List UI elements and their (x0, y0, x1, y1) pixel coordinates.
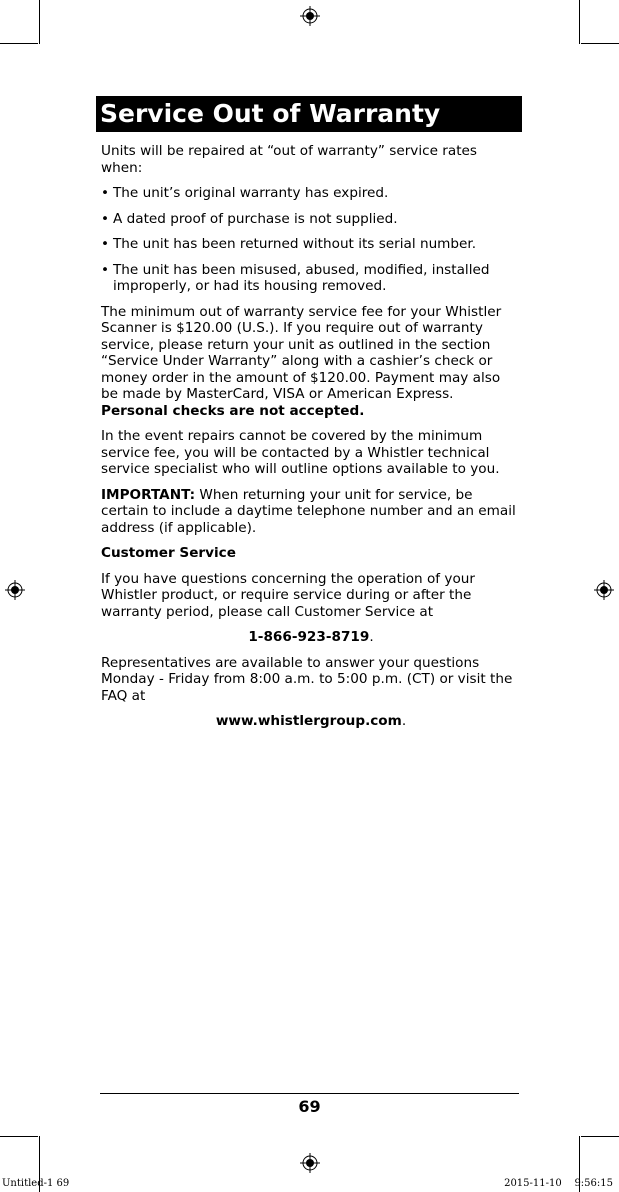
website-link[interactable]: www.whistlergroup.com (215, 713, 402, 729)
slug-left: Untitled-1 69 (2, 1178, 70, 1189)
bullet-icon: • (101, 236, 110, 252)
phone-line (101, 629, 521, 646)
bullet-icon: • (101, 185, 110, 201)
important-text: When returning your unit for service, be certain to include a daytime telephone number and an email address (if applicable). (101, 486, 516, 536)
list-item (101, 262, 521, 295)
crop-mark (581, 1136, 619, 1137)
customer-service-paragraph: If you have questions concerning the operation of your Whistler product, or require service during or after the warranty period, please call Customer Service at (101, 570, 475, 620)
fee-paragraph (101, 304, 521, 420)
list-item (101, 236, 521, 253)
list-item-text: The unit has been misused, abused, modified, installed improperly, or had its housing removed. (113, 261, 490, 294)
intro-paragraph: Units will be repaired at “out of warranty” service rates when: (101, 143, 477, 176)
list-item (101, 211, 521, 228)
body-content (101, 143, 521, 739)
fee-bold-notice: Personal checks are not accepted. (101, 402, 365, 419)
fee-text: The minimum out of warranty service fee for your Whistler Scanner is $120.00 (U.S.). If you require out of warranty service, please return your unit as outlined in the section “Service Under Warranty” along with a cashier’s check or money order in the amount of $120.00. Payment may also be made by MasterCard, VISA or American Express. (101, 303, 502, 402)
website-suffix: . (401, 713, 407, 729)
bullet-icon: • (101, 210, 110, 227)
crop-mark (581, 43, 619, 44)
crop-mark (0, 1136, 38, 1137)
important-label: IMPORTANT: (101, 486, 196, 503)
registration-mark-icon (300, 6, 320, 26)
list-item (101, 185, 521, 202)
title-bar (96, 96, 522, 132)
page-title: Service Out of Warranty (100, 99, 441, 128)
list-item-text: The unit’s original warranty has expired. (113, 185, 389, 201)
representatives-paragraph: Representatives are available to answer your questions Monday - Friday from 8:00 a.m. to 5:00 p.m. (CT) or visit the FAQ at (101, 654, 513, 704)
website-line (101, 713, 521, 730)
list-item-text: A dated proof of purchase is not supplied. (113, 210, 398, 227)
customer-service-heading: Customer Service (101, 545, 236, 561)
list-item-text: The unit has been returned without its serial number. (113, 236, 477, 252)
registration-mark-icon (594, 580, 614, 600)
repairs-paragraph: In the event repairs cannot be covered by the minimum service fee, you will be contacted by a Whistler technical service specialist who will outline options available to you. (101, 428, 500, 477)
registration-mark-icon (300, 1153, 320, 1173)
crop-mark (579, 0, 580, 44)
slug-right: 2015-11-10 9:56:15 (504, 1178, 613, 1189)
footer-divider (100, 1093, 519, 1094)
registration-mark-icon (5, 580, 25, 600)
bullet-icon: • (101, 261, 110, 278)
phone-suffix: . (369, 629, 374, 645)
crop-mark (39, 0, 40, 44)
crop-mark (0, 43, 38, 44)
page-number: 69 (298, 1097, 321, 1116)
important-paragraph (101, 487, 521, 537)
phone-number[interactable]: 1-866-923-8719 (248, 629, 370, 645)
